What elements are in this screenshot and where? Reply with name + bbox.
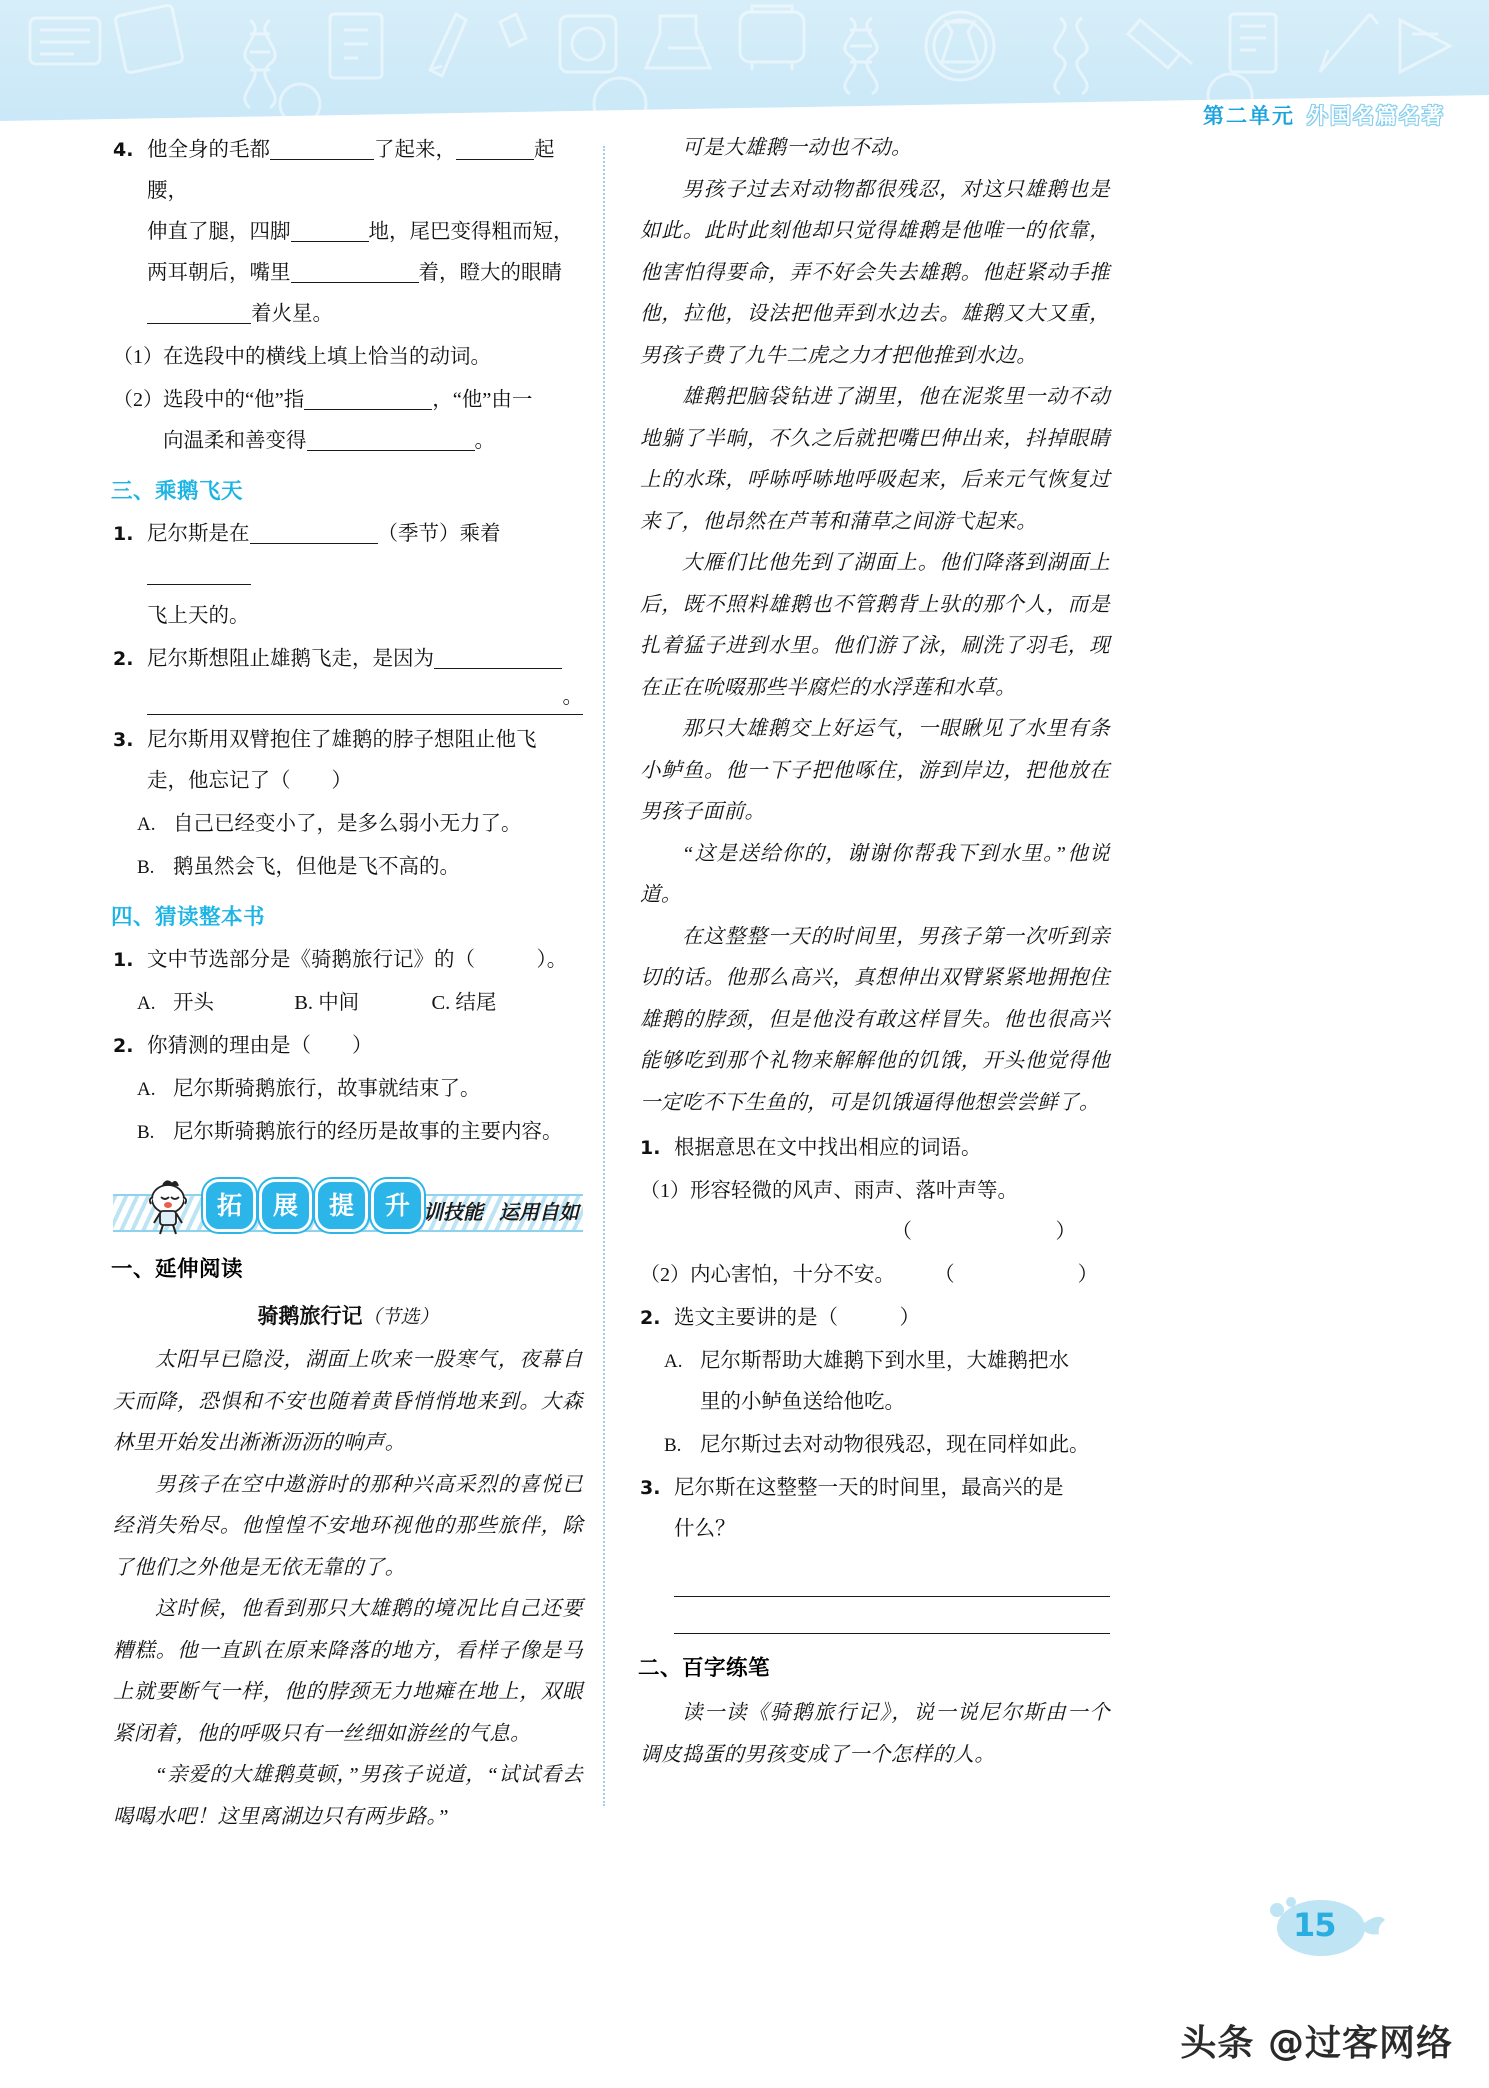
right-q2-opt-b-label: B.: [664, 1435, 682, 1456]
right-q2-option-a[interactable]: [640, 1341, 1110, 1423]
q4-sub2-a: 选段中的“他”指: [163, 389, 305, 411]
s4i2-opt-a-label: A.: [137, 1079, 156, 1100]
question-4-number: 4.: [113, 139, 134, 161]
right-q2-option-b[interactable]: [640, 1425, 1110, 1466]
s3i2-a: 尼尔斯想阻止雄鹅飞走，是因为: [147, 648, 434, 670]
right-q2-text: 选文主要讲的是（ ）: [674, 1307, 920, 1329]
column-divider: [603, 146, 605, 1806]
s4i1-opt-b-label: B.: [294, 992, 314, 1014]
question-4-sub-2: [113, 380, 583, 462]
q4-sub2-body: [163, 380, 583, 462]
question-4-sub-1: [113, 337, 583, 378]
unit-header-title: [1203, 100, 1445, 128]
right-q1-sub1-answer-paren[interactable]: （ ）: [891, 1221, 1076, 1243]
right-q3-line1: 尼尔斯在这整整一天的时间里，最高兴的是: [674, 1477, 1064, 1499]
s4i1-opt-a-label: A.: [137, 993, 156, 1014]
section4-item-2-option-b[interactable]: [113, 1112, 583, 1153]
right-q3-number: 3.: [640, 1477, 661, 1499]
section-heading-three: 三、乘鹅飞天: [111, 479, 244, 504]
unit-number: 第二单元: [1203, 104, 1295, 128]
banner-badge-3: 提: [315, 1179, 368, 1232]
extension-banner: [113, 1175, 583, 1237]
s3i3-opt-a-label: A.: [137, 814, 156, 835]
passage-paragraph-4: “亲爱的大雄鹅莫顿，”男孩子说道，“试试看去喝喝水吧！这里离湖边只有两步路。”: [113, 1764, 583, 1828]
watermark-at-symbol: @: [1267, 2023, 1305, 2064]
page-number-text: 15: [1293, 1906, 1336, 1944]
s3i3-opt-a-text: 自己已经变小了，是多么弱小无力了。: [173, 813, 522, 835]
right-q2-opt-a-line2: 里的小鲈鱼送给他吃。: [700, 1391, 905, 1413]
section3-item-1-body: [147, 514, 583, 637]
right-paragraph-3: 雄鹅把脑袋钻进了湖里，他在泥浆里一动不动地躺了半晌，不久之后就把嘴巴伸出来，抖掉眼睛上的水珠，呼哧呼哧地呼吸起来，后来元气恢复过来了，他昂然在芦苇和蒲草之间游弋起来。: [640, 386, 1110, 533]
banner-motto: [423, 1193, 595, 1234]
s3i3-opt-b-label: B.: [137, 857, 155, 878]
s4i2-opt-a-text: 尼尔斯骑鹅旅行，故事就结束了。: [173, 1078, 481, 1100]
q4-line1-c: 起腰，: [147, 139, 555, 202]
q4-blank-2[interactable]: [456, 137, 534, 160]
s3i2-b: 。: [562, 686, 583, 708]
right-paragraph-4: 大雁们比他先到了湖面上。他们降落到湖面上后，既不照料雄鹅也不管鹅背上驮的那个人，而是扎着猛子进到水里。他们游了泳，刷洗了羽毛，现在正在吮啜那些半腐烂的水浮莲和水草。: [640, 552, 1110, 699]
right-q2-opt-a-label: A.: [664, 1351, 683, 1372]
section4-item-1-options: [113, 983, 583, 1024]
q4-blank-1[interactable]: [270, 137, 374, 160]
unit-name: 外国名篇名著: [1307, 104, 1445, 128]
q4-line1-b: 了起来，: [374, 139, 456, 161]
right-q1-sub-2: [640, 1255, 1110, 1296]
right-q1-text: 根据意思在文中找出相应的词语。: [674, 1137, 982, 1159]
section3-item-2: [113, 639, 583, 718]
s4i2-opt-b-label: B.: [137, 1122, 155, 1143]
right-q3-answer-line-1[interactable]: [674, 1566, 1110, 1597]
right-paragraph-5: 那只大雄鹅交上好运气，一眼瞅见了水里有条小鲈鱼。他一下子把他啄住，游到岸边，把他放在男孩子面前。: [640, 718, 1110, 823]
section3-item-1: [113, 514, 583, 637]
section4-item-1-number: 1.: [113, 949, 134, 971]
banner-motto-1: 训技能: [423, 1202, 483, 1224]
right-q2-opt-b-line1: 尼尔斯过去对动物很残忍，现在同样如此。: [700, 1434, 1090, 1456]
banner-badge-4: 升: [371, 1179, 424, 1232]
right-question-1: [640, 1128, 1110, 1169]
watermark-left: 头条: [1180, 2023, 1255, 2064]
right-question-2: [640, 1298, 1110, 1339]
s3i1-c: 飞上天的。: [147, 605, 250, 627]
section-heading-extend: 一、延伸阅读: [111, 1257, 244, 1282]
q4-sub2-blank-2[interactable]: [307, 428, 475, 451]
q4-line3-b: 着，瞪大的眼睛: [418, 262, 562, 284]
right-q1-sub2-number: （2）: [640, 1264, 690, 1286]
s4i1-opt-c-text[interactable]: 结尾: [455, 992, 497, 1014]
right-q2-opt-a-line1: 尼尔斯帮助大雄鹅下到水里，大雄鹅把水: [700, 1350, 1069, 1372]
right-q2-opt-a-body: [700, 1341, 1110, 1423]
s3i2-blank-1[interactable]: [434, 646, 562, 669]
right-paragraph-1: 可是大雄鹅一动也不动。: [682, 137, 912, 159]
page-number-badge: [1259, 1890, 1409, 1960]
s3i1-a: 尼尔斯是在: [147, 523, 250, 545]
right-q1-sub2-body: [690, 1255, 1110, 1296]
q4-blank-5[interactable]: [147, 301, 251, 324]
section3-item-3-body: [147, 720, 583, 802]
passage-paragraph-2: 男孩子在空中遨游时的那种兴高采烈的喜悦已经消失殆尽。他惶惶不安地环视他的那些旅伴，除了他们之外他是无依无靠的了。: [113, 1473, 583, 1579]
right-q3-line2: 什么？: [674, 1518, 736, 1540]
q4-line4-b: 着火星。: [251, 303, 333, 325]
q4-sub2-c: 向温柔和善变得: [163, 430, 307, 452]
right-q1-sub2-answer-paren[interactable]: （ ）: [934, 1264, 1099, 1286]
section4-item-2-option-a[interactable]: [113, 1069, 583, 1110]
right-paragraph-7: 在这整整一天的时间里，男孩子第一次听到亲切的话。他那么高兴，真想伸出双臂紧紧地拥抱住雄鹅的脖颈，但是他没有敢这样冒失。他也很高兴能够吃到那个礼物来解解他的饥饿，开头他觉得他一定吃不下生鱼的，可是饥饿逼得他想尝尝鲜了。: [640, 925, 1110, 1114]
s4i1-opt-b-text[interactable]: 中间: [318, 992, 360, 1014]
q4-blank-4[interactable]: [291, 260, 419, 283]
section3-item-3-option-a[interactable]: [113, 804, 583, 845]
watermark-right: 过客网络: [1304, 2023, 1453, 2064]
page-header-band: [0, 0, 1489, 128]
section4-item-1-text: 文中节选部分是《骑鹅旅行记》的（ ）。: [147, 949, 568, 971]
q4-line2-b: 地，尾巴变得粗而短，: [368, 221, 574, 243]
section3-item-2-number: 2.: [113, 648, 134, 670]
section-heading-writing: 二、百字练笔: [638, 1656, 771, 1681]
banner-badge-1: 拓: [203, 1179, 256, 1232]
q4-sub2-blank-1[interactable]: [304, 387, 432, 410]
section3-item-2-body: [147, 639, 583, 718]
s4i1-opt-a-text[interactable]: 开头: [173, 992, 214, 1014]
section4-item-2-text: 你猜测的理由是（ ）: [147, 1035, 373, 1057]
right-q1-sub1-text: 形容轻微的风声、雨声、落叶声等。: [690, 1180, 1018, 1202]
left-column: [113, 128, 583, 1838]
banner-badge-group: [203, 1179, 424, 1232]
banner-badge-2: 展: [259, 1179, 312, 1232]
q4-sub2-number: （2）: [113, 389, 163, 411]
question-4-body: [147, 130, 583, 335]
section3-item-1-number: 1.: [113, 523, 134, 545]
right-q3-answer-line-2[interactable]: [674, 1603, 1110, 1634]
passage-title-main: 骑鹅旅行记: [257, 1304, 363, 1328]
passage-title-sub: （节选）: [362, 1307, 439, 1328]
section4-item-2-number: 2.: [113, 1035, 134, 1057]
s3i3-a: 尼尔斯用双臂抱住了雄鹅的脖子想阻止他飞: [147, 729, 537, 751]
right-question-3: [640, 1468, 1110, 1550]
passage-title: [113, 1296, 583, 1338]
section3-item-3-number: 3.: [113, 729, 134, 751]
section3-item-3-option-b[interactable]: [113, 847, 583, 888]
right-q1-sub1-number: （1）: [640, 1180, 690, 1202]
right-q1-sub1-body: [690, 1171, 1110, 1253]
right-column: [640, 128, 1110, 1776]
s3i3-opt-b-text: 鹅虽然会飞，但他是飞不高的。: [173, 856, 460, 878]
passage-paragraph-1: 太阳早已隐没，湖面上吹来一股寒气，夜幕自天而降，恐惧和不安也随着黄昏悄悄地来到。大森林里开始发出淅淅沥沥的响声。: [113, 1349, 583, 1454]
q4-sub2-d: 。: [474, 430, 495, 452]
q4-blank-3[interactable]: [291, 219, 369, 242]
question-4: [113, 130, 583, 335]
s4i2-opt-b-text: 尼尔斯骑鹅旅行的经历是故事的主要内容。: [173, 1121, 563, 1143]
right-q2-number: 2.: [640, 1307, 661, 1329]
right-q1-sub2-text: 内心害怕，十分不安。: [690, 1264, 895, 1286]
page-content: [0, 128, 1489, 2088]
s4i1-opt-c-label: C.: [431, 992, 451, 1014]
right-q1-number: 1.: [640, 1137, 661, 1159]
q4-sub2-b: ，“他”由一: [432, 389, 533, 411]
s4i1-options-row: [173, 983, 583, 1024]
right-q3-body: [674, 1468, 1110, 1550]
writing-prompt-paragraph: 读一读《骑鹅旅行记》，说一说尼尔斯由一个调皮捣蛋的男孩变成了一个怎样的人。: [640, 1702, 1110, 1766]
banner-motto-2: 运用自如: [499, 1202, 579, 1224]
s3i1-blank-1[interactable]: [250, 521, 378, 544]
section4-item-2: [113, 1026, 583, 1067]
right-paragraph-2: 男孩子过去对动物都很残忍，对这只雄鹅也是如此。此时此刻他却只觉得雄鹅是他唯一的依靠，他害怕得要命，弄不好会失去雄鹅。他赶紧动手推他，拉他，设法把他弄到水边去。雄鹅又大又重，男孩子费了九牛二虎之力才把他推到水边。: [640, 178, 1110, 367]
mascot-icon: [141, 1177, 195, 1235]
q4-sub1-text: 在选段中的横线上填上恰当的动词。: [163, 346, 491, 368]
passage-paragraph-3: 这时候，他看到那只大雄鹅的境况比自己还要糟糕。他一直趴在原来降落的地方，看样子像是马上就要断气一样，他的脖颈无力地瘫在地上，双眼紧闭着，他的呼吸只有一丝细如游丝的气息。: [113, 1598, 583, 1745]
section4-item-1: [113, 940, 583, 981]
q4-sub1-number: （1）: [113, 346, 163, 368]
q4-line3-a: 两耳朝后，嘴里: [147, 262, 291, 284]
right-paragraph-6: “这是送给你的，谢谢你帮我下到水里。”他说道。: [640, 842, 1110, 906]
section-heading-four: 四、猜读整本书: [111, 905, 266, 930]
watermark: [1180, 2015, 1453, 2066]
right-q1-sub-1: [640, 1171, 1110, 1253]
q4-line1-a: 他全身的毛都: [147, 139, 270, 161]
s3i3-b: 走，他忘记了（ ）: [147, 770, 352, 792]
q4-line2-a: 伸直了腿，四脚: [147, 221, 291, 243]
section3-item-3: [113, 720, 583, 802]
s3i1-b: （季节）乘着: [377, 523, 501, 545]
s3i1-blank-2[interactable]: [147, 562, 251, 585]
